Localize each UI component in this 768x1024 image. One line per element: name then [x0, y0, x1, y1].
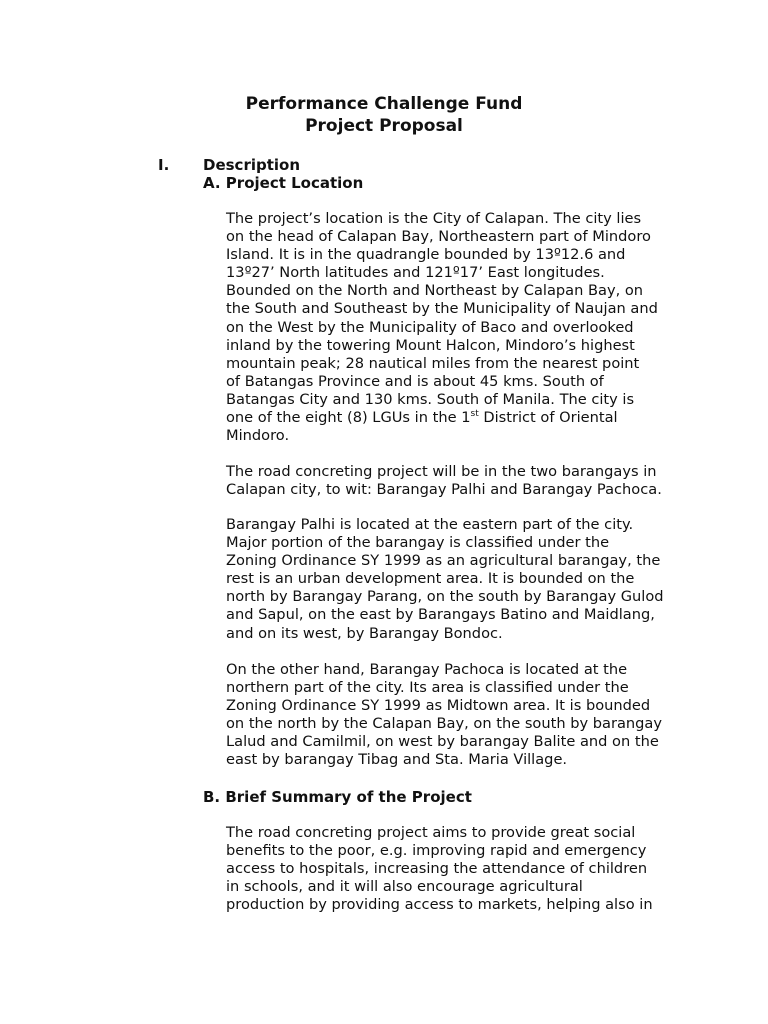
- paragraph-line: Zoning Ordinance SY 1999 as Midtown area. It is bounded: [226, 697, 651, 715]
- section-title: Description: [203, 156, 301, 174]
- paragraph-line: rest is an urban development area. It is bounded on the: [226, 570, 635, 588]
- document-subtitle: Project Proposal: [305, 116, 463, 136]
- paragraph-line: 13º27’ North latitudes and 121º17’ East longitudes.: [226, 264, 605, 282]
- subsection-a-heading: A. Project Location: [203, 174, 364, 192]
- paragraph-line: Bounded on the North and Northeast by Calapan Bay, on: [226, 282, 644, 300]
- paragraph-line: Calapan city, to wit: Barangay Palhi and Barangay Pachoca.: [226, 481, 662, 499]
- paragraph-line: [226, 409, 696, 427]
- paragraph-line: on the head of Calapan Bay, Northeastern part of Mindoro: [226, 228, 651, 246]
- paragraph-line: production by providing access to markets, helping also in: [226, 896, 653, 914]
- paragraph-line: On the other hand, Barangay Pachoca is located at the: [226, 661, 628, 678]
- paragraph-line: benefits to the poor, e.g. improving rapid and emergency: [226, 842, 647, 860]
- paragraph-line: northern part of the city. Its area is classified under the: [226, 679, 629, 697]
- paragraph-project-summary: [226, 824, 696, 914]
- paragraph-line: north by Barangay Parang, on the south by Barangay Gulod: [226, 588, 664, 606]
- paragraph-barangay-pachoca: [226, 661, 696, 770]
- paragraph-line: Major portion of the barangay is classified under the: [226, 534, 610, 552]
- paragraph-line: on the West by the Municipality of Baco and overlooked: [226, 318, 634, 336]
- paragraph-line: Island. It is in the quadrangle bounded by 13º12.6 and: [226, 246, 626, 264]
- paragraph-line: mountain peak; 28 nautical miles from the nearest point: [226, 354, 640, 372]
- paragraph-barangay-palhi: [226, 516, 696, 643]
- paragraph-line: the South and Southeast by the Municipality of Naujan and: [226, 300, 658, 318]
- ordinal-superscript: st: [470, 409, 479, 420]
- document-title: Performance Challenge Fund: [245, 94, 523, 114]
- paragraph-line: on the north by the Calapan Bay, on the south by barangay: [226, 715, 662, 733]
- paragraph-line: Barangay Palhi is located at the eastern part of the city.: [226, 516, 634, 533]
- paragraph-line: Batangas City and 130 kms. South of Manila. The city is: [226, 390, 635, 408]
- paragraph-line: inland by the towering Mount Halcon, Mindoro’s highest: [226, 336, 635, 354]
- paragraph-line: east by barangay Tibag and Sta. Maria Village.: [226, 751, 568, 769]
- paragraph-line: The road concreting project aims to provide great social: [226, 824, 636, 841]
- paragraph-line: Lalud and Camilmil, on west by barangay Balite and on the: [226, 733, 659, 751]
- paragraph-line: Mindoro.: [226, 427, 290, 445]
- line-text: one of the eight (8) LGUs in the 1: [226, 409, 471, 427]
- paragraph-line: in schools, and it will also encourage agricultural: [226, 878, 583, 896]
- paragraph-line: The project’s location is the City of Calapan. The city lies: [226, 210, 642, 227]
- paragraph-project-location: [226, 210, 696, 445]
- section-number: I.: [158, 156, 170, 174]
- subsection-b-heading: B. Brief Summary of the Project: [203, 788, 472, 806]
- line-text: District of Oriental: [478, 409, 618, 427]
- paragraph-line: access to hospitals, increasing the attendance of children: [226, 860, 648, 878]
- paragraph-line: and on its west, by Barangay Bondoc.: [226, 624, 503, 642]
- paragraph-barangays: [226, 463, 696, 499]
- paragraph-line: of Batangas Province and is about 45 kms. South of: [226, 372, 604, 390]
- paragraph-line: The road concreting project will be in the two barangays in: [226, 463, 657, 480]
- paragraph-line: Zoning Ordinance SY 1999 as an agricultural barangay, the: [226, 552, 661, 570]
- paragraph-line: and Sapul, on the east by Barangays Batino and Maidlang,: [226, 606, 655, 624]
